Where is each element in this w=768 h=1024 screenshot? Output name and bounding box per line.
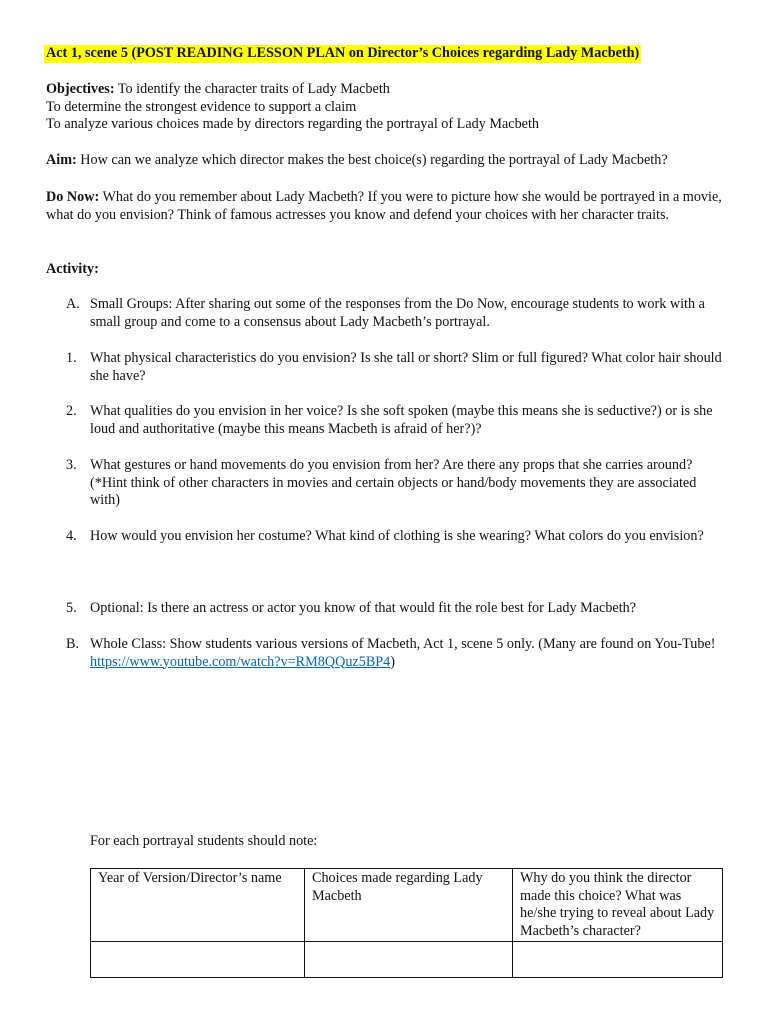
aim-section — [46, 152, 736, 170]
list-item-text — [90, 636, 726, 671]
objectives-section — [46, 81, 736, 134]
table-row — [91, 942, 723, 978]
note-intro — [90, 833, 768, 851]
do-now-label: Do Now: — [46, 189, 100, 205]
list-item-b-close: ) — [390, 653, 395, 670]
objective-3: To analyze various choices made by directors regarding the portrayal of Lady Macbeth — [46, 116, 540, 132]
list-marker: 5. — [66, 600, 77, 616]
list-item-text: How would you envision her costume? What kind of clothing is she wearing? What colors do you envision? — [90, 528, 704, 544]
list-item-b — [66, 636, 726, 671]
aim-text: How can we analyze which director makes the best choice(s) regarding the portrayal of Lady Macbeth? — [76, 152, 668, 168]
table-header-row — [91, 869, 723, 942]
table-header-cell: Why do you think the director made this choice? What was he/she trying to reveal about Lady Macbeth’s character? — [513, 869, 723, 942]
list-item-4 — [66, 528, 726, 546]
list-item-text: What gestures or hand movements do you envision from her? Are there any props that she carries around? (*Hint think of other characters in movies and certain objects or hand/body movements they are associated with) — [90, 457, 697, 508]
table-header-cell: Year of Version/Director’s name — [91, 869, 305, 942]
activity-label: Activity: — [46, 261, 99, 277]
list-item-text: Small Groups: After sharing out some of the responses from the Do Now, encourage students to work with a small group and come to a consensus about Lady Macbeth’s portrayal. — [90, 296, 705, 330]
list-item-text: What qualities do you envision in her voice? Is she soft spoken (maybe this means she is seductive?) or is she loud and authoritative (maybe this means Macbeth is afraid of her?)? — [90, 403, 713, 437]
list-marker: 4. — [66, 528, 77, 544]
list-marker: 1. — [66, 350, 77, 366]
list-marker: A. — [66, 296, 80, 312]
list-item-a — [66, 296, 726, 331]
list-item-text: What physical characteristics do you envision? Is she tall or short? Slim or full figured? What color hair should she have? — [90, 350, 722, 384]
list-marker: B. — [66, 636, 80, 652]
list-item-2 — [66, 403, 726, 438]
do-now-text: What do you remember about Lady Macbeth? If you were to picture how she would be portrayed in a movie, what do you envision? Think of famous actresses you know and defend your choices with her character traits. — [46, 189, 722, 223]
aim-label: Aim: — [46, 152, 77, 168]
table-cell[interactable] — [513, 942, 723, 978]
list-marker: 3. — [66, 457, 77, 473]
objective-1: To identify the character traits of Lady Macbeth — [114, 81, 390, 97]
activity-heading — [46, 261, 736, 279]
list-item-5 — [66, 600, 726, 618]
table-cell[interactable] — [305, 942, 513, 978]
note-intro-text: For each portrayal students should note: — [90, 833, 318, 849]
list-item-3 — [66, 457, 726, 510]
title-line — [46, 45, 736, 63]
lesson-title: Act 1, scene 5 (POST READING LESSON PLAN on Director’s Choices regarding Lady Macbeth) — [46, 45, 640, 61]
table-cell[interactable] — [91, 942, 305, 978]
youtube-link[interactable]: https://www.youtube.com/watch?v=RM8QQuz5BP4 — [90, 653, 391, 670]
objectives-label: Objectives: — [46, 81, 115, 97]
list-marker: 2. — [66, 403, 77, 419]
objective-2: To determine the strongest evidence to support a claim — [46, 98, 357, 115]
table-header-cell: Choices made regarding Lady Macbeth — [305, 869, 513, 942]
list-item-b-text: Whole Class: Show students various versions of Macbeth, Act 1, scene 5 only. (Many are found on You-Tube! — [90, 636, 716, 652]
list-item-text: Optional: Is there an actress or actor you know of that would fit the role best for Lady Macbeth? — [90, 600, 637, 616]
list-item-1 — [66, 350, 726, 385]
do-now-section — [46, 189, 736, 224]
portrayal-table — [90, 868, 723, 978]
